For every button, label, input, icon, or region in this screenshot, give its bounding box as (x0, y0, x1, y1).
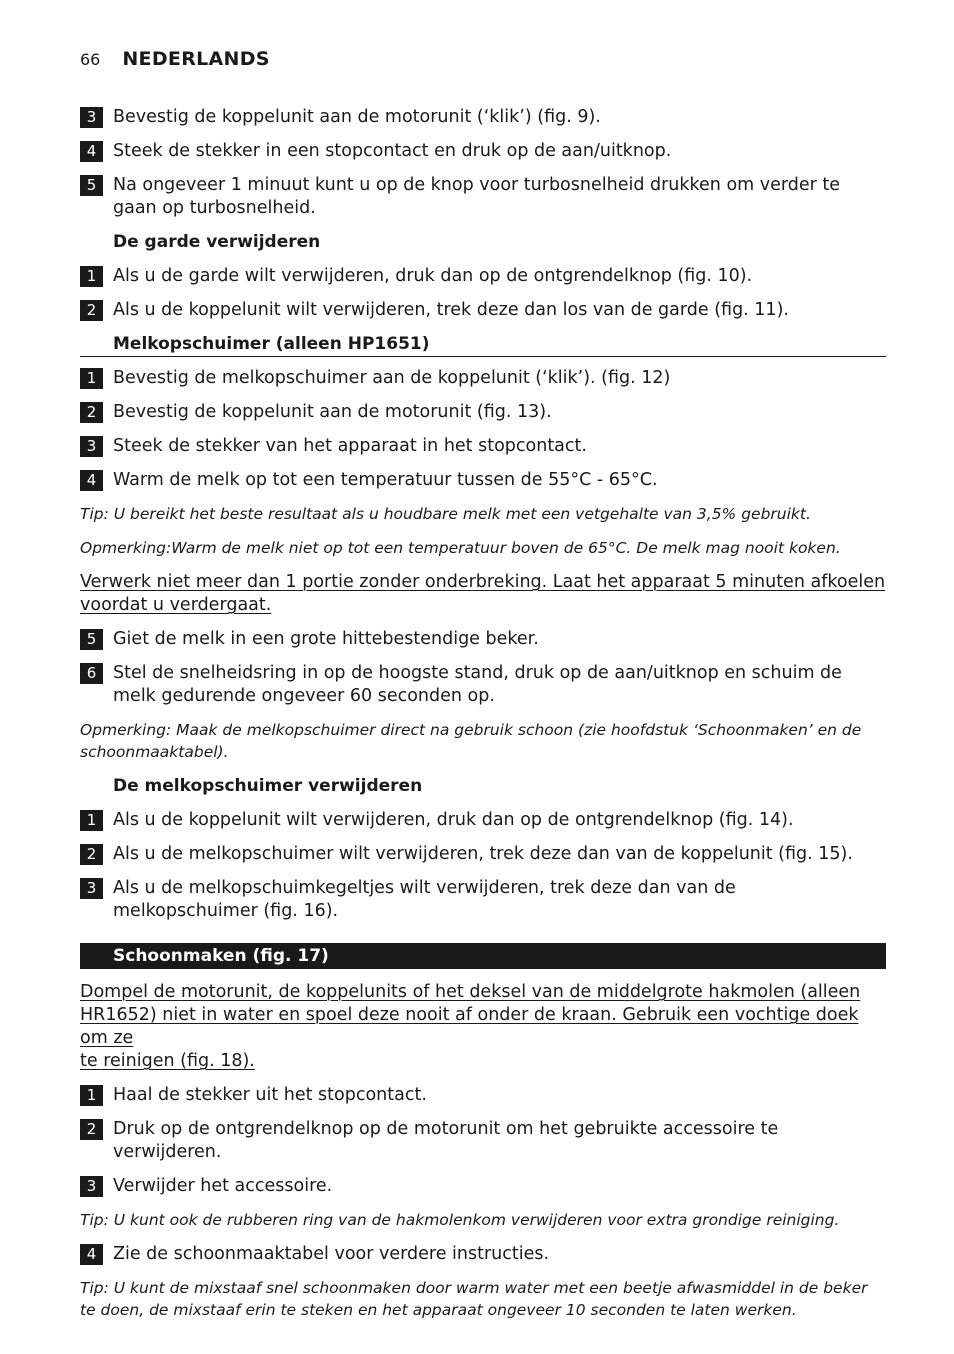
step-item (80, 1243, 886, 1266)
step-item (80, 174, 886, 220)
step-item (80, 469, 886, 492)
step-text: Haal de stekker uit het stopcontact. (113, 1085, 427, 1105)
step-number: 2 (80, 844, 103, 865)
step-number: 4 (80, 1244, 103, 1265)
step-text: Zie de schoonmaaktabel voor verdere instructies. (113, 1244, 550, 1264)
step-number: 2 (80, 300, 103, 321)
step-item (80, 877, 886, 923)
step-text: Stel de snelheidsring in op de hoogste stand, druk op de aan/uitknop en schuim de melk gedurende ongeveer 60 seconden op. (113, 663, 842, 706)
tip-text: Tip: U kunt ook de rubberen ring van de hakmolenkom verwijderen voor extra grondige reiniging. (80, 1211, 840, 1229)
warning-line: Dompel de motorunit, de koppelunits of het deksel van de middelgrote hakmolen (alleen (80, 982, 861, 1002)
step-text: Steek de stekker van het apparaat in het stopcontact. (113, 436, 587, 456)
step-text: Als u de melkopschuimkegeltjes wilt verwijderen, trek deze dan van de melkopschuimer (fig. 16). (113, 878, 736, 921)
step-number: 3 (80, 436, 103, 457)
language-title: NEDERLANDS (122, 48, 270, 70)
page-header (80, 48, 270, 74)
step-text: Als u de koppelunit wilt verwijderen, trek deze dan los van de garde (fig. 11). (113, 300, 789, 320)
warning-line: te reinigen (fig. 18). (80, 1051, 255, 1071)
page-content (80, 106, 886, 1333)
step-number: 4 (80, 470, 103, 491)
step-item (80, 662, 886, 708)
step-number: 5 (80, 175, 103, 196)
melk-heading: Melkopschuimer (alleen HP1651) (80, 333, 886, 357)
page-number: 66 (80, 50, 101, 69)
melk-remove-heading: De melkopschuimer verwijderen (113, 776, 423, 796)
step-item (80, 1084, 886, 1107)
step-text: Als u de garde wilt verwijderen, druk dan op de ontgrendelknop (fig. 10). (113, 266, 753, 286)
step-number: 2 (80, 1119, 103, 1140)
step-item (80, 299, 886, 322)
tip-text: Tip: U kunt de mixstaaf snel schoonmaken door warm water met een beetje afwasmiddel in de beker te doen, de mixstaaf erin te steken en het apparaat ongeveer 10 seconden te laten werken. (80, 1279, 868, 1319)
step-text: Verwijder het accessoire. (113, 1176, 333, 1196)
step-text: Giet de melk in een grote hittebestendige beker. (113, 629, 539, 649)
warning-line: Verwerk niet meer dan 1 portie zonder onderbreking. Laat het apparaat 5 minuten afkoelen (80, 572, 886, 592)
step-text: Als u de koppelunit wilt verwijderen, druk dan op de ontgrendelknop (fig. 14). (113, 810, 794, 830)
step-item (80, 628, 886, 651)
step-text: Bevestig de koppelunit aan de motorunit (‘klik’) (fig. 9). (113, 107, 601, 127)
warning-text (80, 981, 886, 1073)
step-text: Bevestig de koppelunit aan de motorunit (fig. 13). (113, 402, 552, 422)
step-text: Na ongeveer 1 minuut kunt u op de knop voor turbosnelheid drukken om verder te gaan op turbosnelheid. (113, 175, 841, 218)
step-number: 6 (80, 663, 103, 684)
step-number: 4 (80, 141, 103, 162)
note-text: Opmerking: Maak de melkopschuimer direct na gebruik schoon (zie hoofdstuk ‘Schoonmaken’ en de schoonmaaktabel). (80, 721, 862, 761)
step-number: 3 (80, 1176, 103, 1197)
step-text: Druk op de ontgrendelknop op de motorunit om het gebruikte accessoire te verwijderen. (113, 1119, 779, 1162)
step-item (80, 809, 886, 832)
warning-line: HR1652) niet in water en spoel deze nooit af onder de kraan. Gebruik een vochtige doek om ze (80, 1005, 859, 1048)
step-number: 2 (80, 402, 103, 423)
step-text: Als u de melkopschuimer wilt verwijderen, trek deze dan van de koppelunit (fig. 15). (113, 844, 853, 864)
step-item (80, 106, 886, 129)
step-number: 3 (80, 107, 103, 128)
step-number: 1 (80, 810, 103, 831)
step-number: 5 (80, 629, 103, 650)
warning-line: voordat u verdergaat. (80, 595, 272, 615)
step-item (80, 1175, 886, 1198)
garde-heading: De garde verwijderen (113, 232, 321, 252)
step-item (80, 140, 886, 163)
tip-text: Tip: U bereikt het beste resultaat als u houdbare melk met een vetgehalte van 3,5% gebruikt. (80, 505, 811, 523)
step-text: Steek de stekker in een stopcontact en druk op de aan/uitknop. (113, 141, 672, 161)
step-number: 3 (80, 878, 103, 899)
step-item (80, 401, 886, 424)
section-heading-bar: Schoonmaken (fig. 17) (80, 943, 886, 969)
step-number: 1 (80, 368, 103, 389)
step-item (80, 265, 886, 288)
step-item (80, 1118, 886, 1164)
step-number: 1 (80, 266, 103, 287)
step-text: Bevestig de melkopschuimer aan de koppelunit (‘klik’). (fig. 12) (113, 368, 671, 388)
warning-text (80, 571, 886, 617)
note-text: Opmerking:Warm de melk niet op tot een temperatuur boven de 65°C. De melk mag nooit koken. (80, 539, 841, 557)
step-item (80, 367, 886, 390)
step-text: Warm de melk op tot een temperatuur tussen de 55°C - 65°C. (113, 470, 658, 490)
step-number: 1 (80, 1085, 103, 1106)
step-item (80, 843, 886, 866)
step-item (80, 435, 886, 458)
